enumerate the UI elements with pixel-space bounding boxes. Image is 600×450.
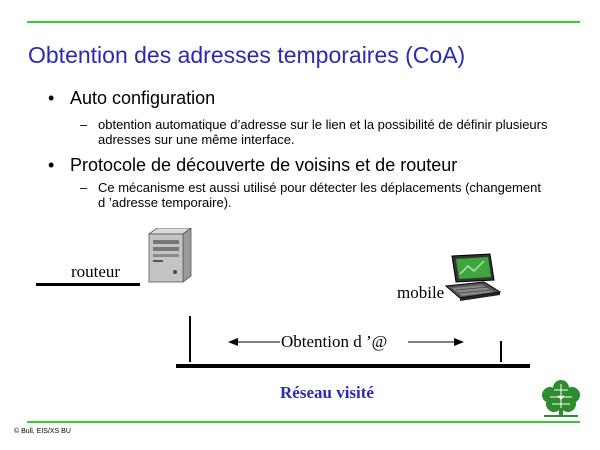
top-rule <box>27 21 580 23</box>
dash-symbol: – <box>80 180 88 195</box>
bullet-text: Protocole de découverte de voisins et de routeur <box>70 155 458 175</box>
bullet-symbol: • <box>48 155 55 175</box>
arrow-label: Obtention d ’@ <box>281 332 388 351</box>
dash-symbol: – <box>80 117 88 132</box>
sub-bullet-text: Ce mécanisme est aussi utilisé pour détecter les déplacements (changement d ’adresse temporaire). <box>98 180 541 210</box>
bullet-neighbor-discovery <box>48 155 457 176</box>
footer-copyright: © Bull, EIS/XS BU <box>14 428 71 435</box>
laptop-icon <box>440 252 502 304</box>
sub-bullet-neighbor-discovery <box>80 180 550 210</box>
bullet-text: Auto configuration <box>70 88 216 108</box>
mobile-label: mobile <box>397 283 445 302</box>
right-bracket-line <box>500 341 502 362</box>
bullet-auto-config <box>48 88 215 109</box>
slide-title: Obtention des adresses temporaires (CoA) <box>28 42 466 68</box>
router-link-line <box>36 283 140 286</box>
tree-logo-icon <box>540 378 582 418</box>
sub-bullet-text: obtention automatique d’adresse sur le lien et la possibilité de définir plusieurs adresses sur une même interface. <box>98 117 548 147</box>
network-label: Réseau visité <box>280 383 374 402</box>
bullet-symbol: • <box>48 88 55 108</box>
visited-network-line <box>176 364 530 368</box>
left-bracket-line <box>189 316 191 362</box>
server-tower-icon <box>145 228 193 284</box>
sub-bullet-auto-config <box>80 117 550 147</box>
router-label: routeur <box>71 262 121 281</box>
bottom-rule <box>27 421 580 423</box>
